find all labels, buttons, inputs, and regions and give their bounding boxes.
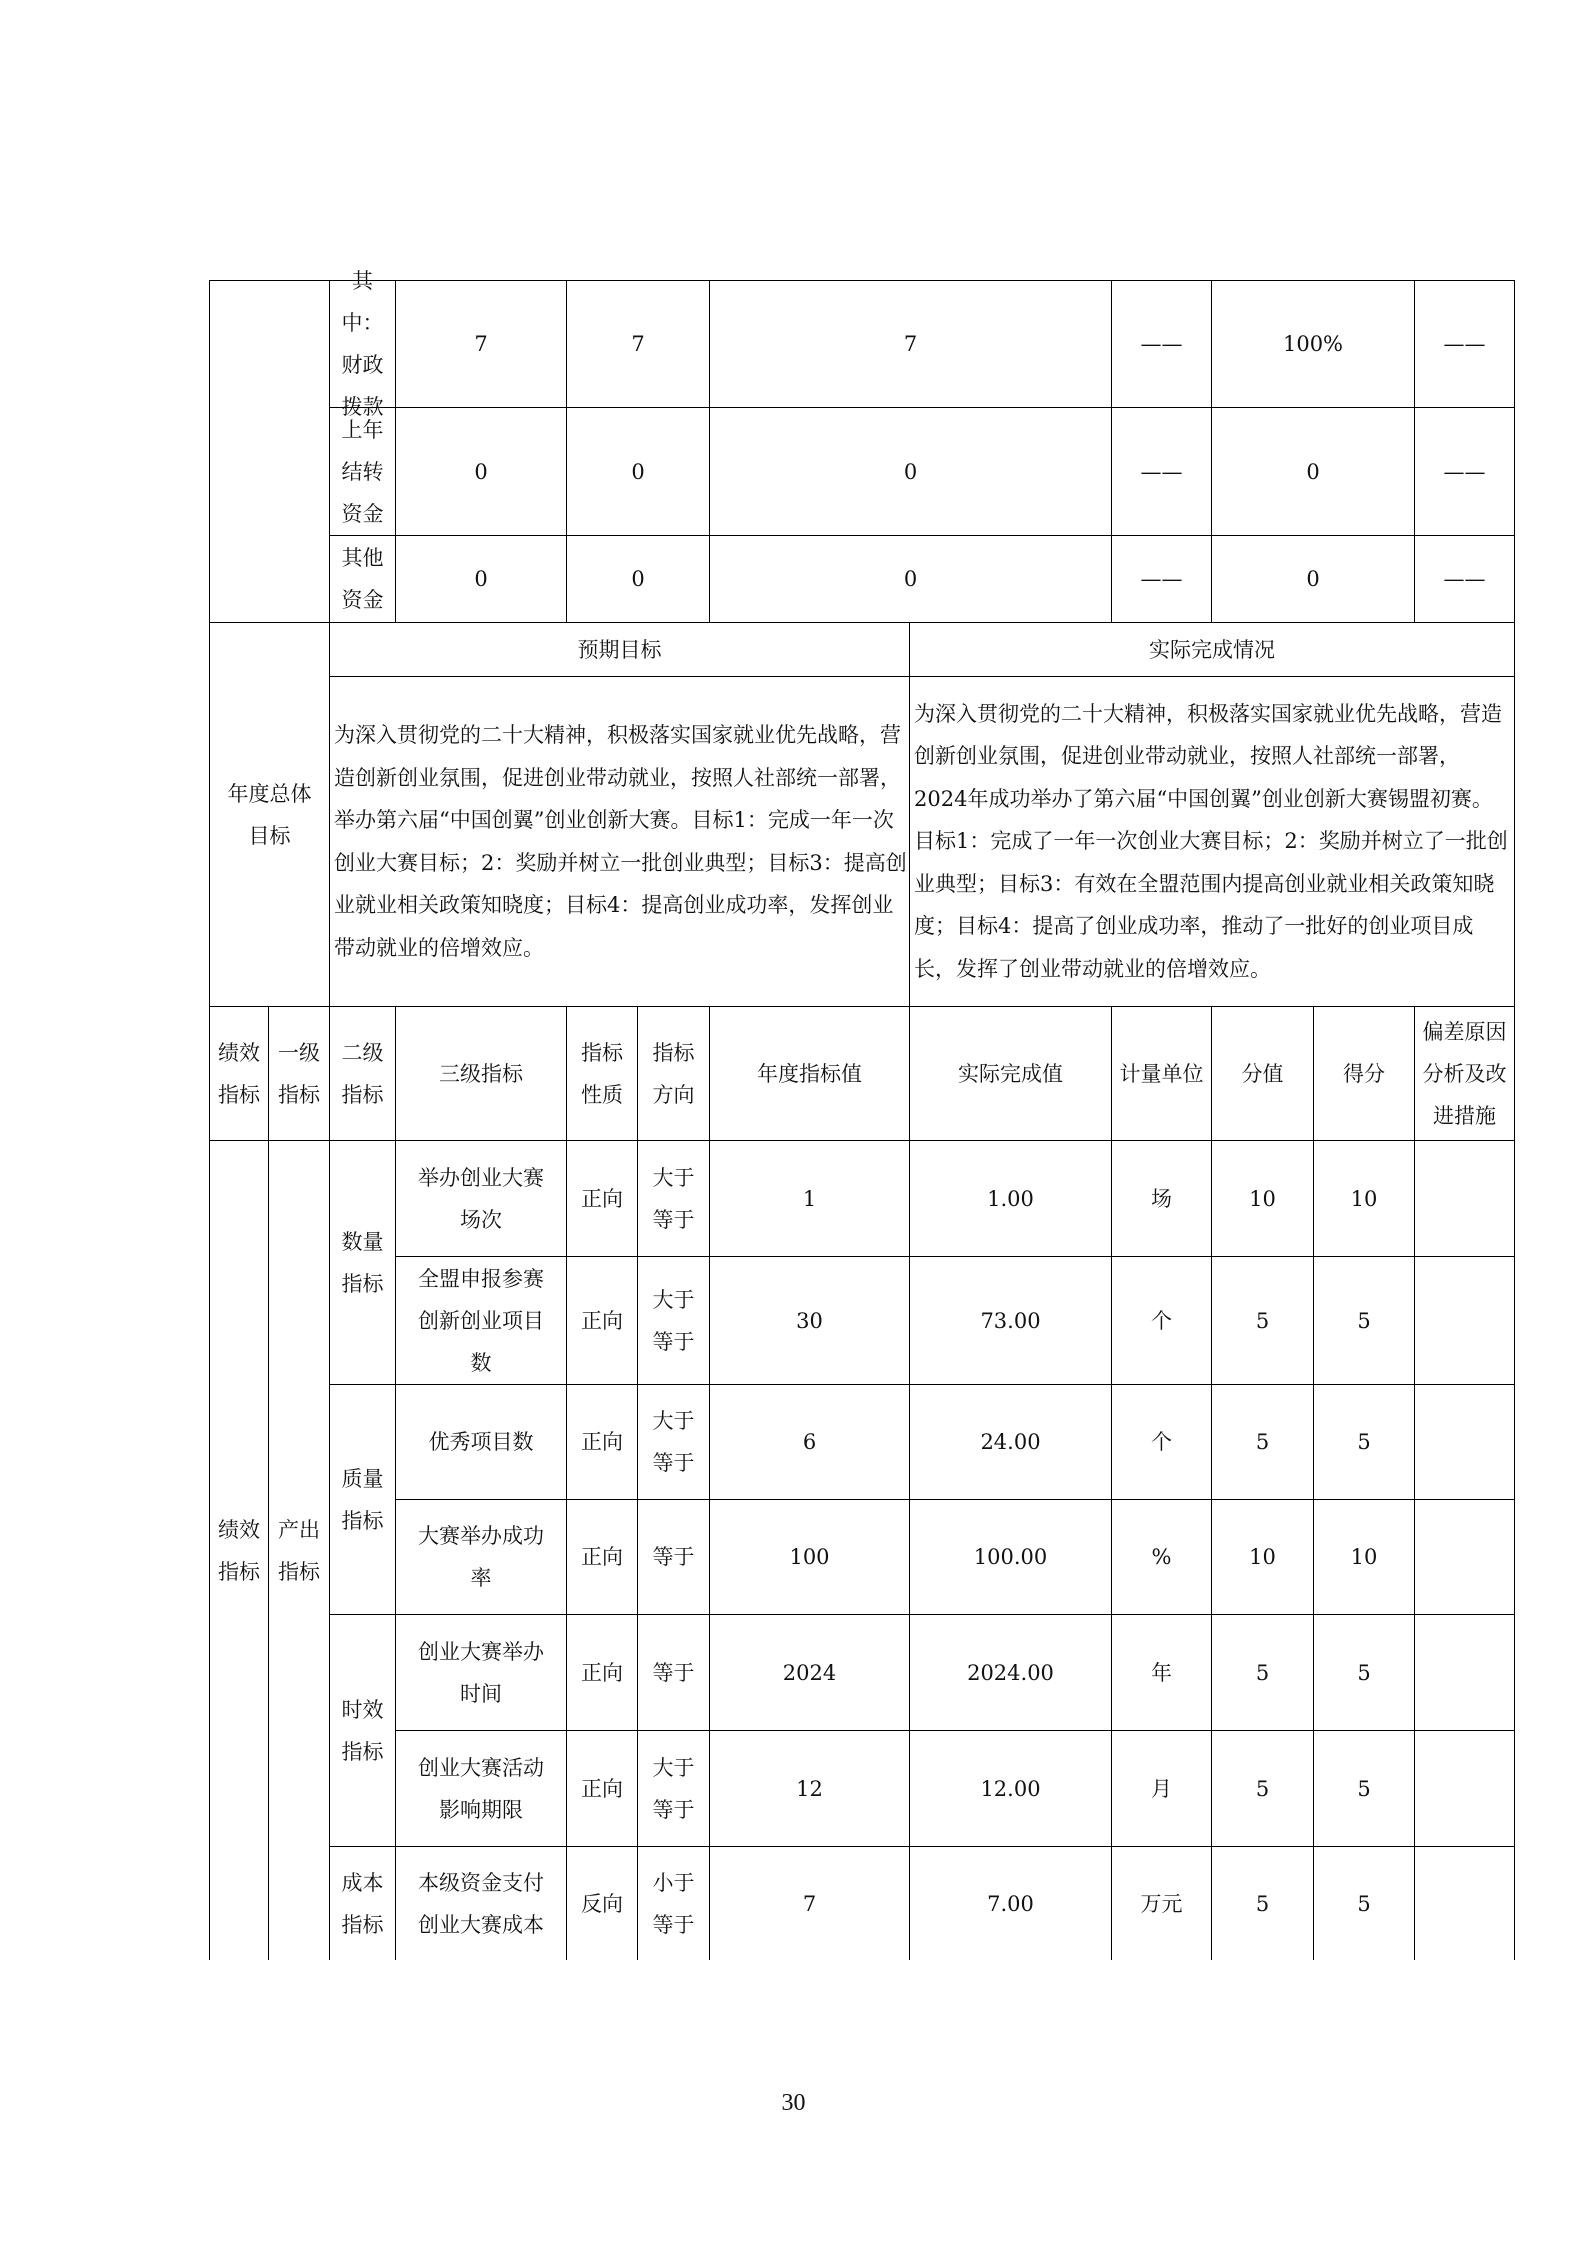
indicator-header-11: [1414, 1006, 1515, 1141]
indicator-direction: [637, 1614, 710, 1731]
indicator-nature: [566, 1846, 638, 1960]
indicator-weight: [1211, 1140, 1314, 1257]
indicator-score: [1313, 1846, 1415, 1960]
indicator-target: [709, 1614, 910, 1731]
indicator-score-text: 5: [1357, 1776, 1371, 1801]
indicator-actual: [909, 1730, 1112, 1847]
group-label-text: 数量指标: [341, 1229, 384, 1296]
indicator-header-6: [709, 1006, 910, 1141]
indicator-header-11-text: 偏差原因分析及改进措施: [1422, 1019, 1507, 1128]
indicator-name: [395, 1614, 567, 1731]
indicator-score-text: 5: [1357, 1430, 1371, 1454]
indicator-header-9: [1211, 1006, 1314, 1141]
indicator-name: [395, 1256, 567, 1385]
funding-value-text: 0: [903, 459, 918, 484]
indicator-name-text: 创业大赛活动影响期限: [418, 1755, 544, 1822]
indicator-score: [1313, 1614, 1415, 1731]
funding-value: [395, 407, 567, 536]
indicator-actual: [909, 1256, 1112, 1385]
indicator-header-2-text: 二级指标: [341, 1040, 384, 1107]
funding-rate: [1211, 280, 1415, 408]
funding-value-text: 7: [474, 332, 488, 356]
indicator-direction-text: 等于: [652, 1545, 695, 1569]
group-label-text: 时效指标: [341, 1697, 384, 1764]
indicator-deviation: [1414, 1140, 1515, 1257]
expected-goal-header-text: 预期目标: [577, 637, 662, 662]
indicator-header-4: [566, 1006, 638, 1141]
indicator-target: [709, 1256, 910, 1385]
indicator-name: [395, 1499, 567, 1615]
indicator-unit: [1111, 1499, 1212, 1615]
indicator-nature-text: 正向: [581, 1545, 623, 1569]
indicator-direction: [637, 1730, 710, 1847]
funding-dash: [1111, 280, 1212, 408]
indicator-unit-text: %: [1151, 1545, 1172, 1569]
indicator-score-text: 5: [1357, 1660, 1371, 1685]
indicator-direction-text: 大于等于: [652, 1755, 695, 1822]
indicator-deviation: [1414, 1614, 1515, 1731]
indicator-header-0: [209, 1006, 269, 1141]
group-label-text: 质量指标: [341, 1466, 384, 1533]
indicator-header-10-text: 得分: [1343, 1061, 1385, 1086]
funding-value: [395, 535, 567, 623]
indicator-name-text: 本级资金支付创业大赛成本: [418, 1870, 544, 1937]
indicator-header-4-text: 指标性质: [581, 1040, 623, 1107]
funding-value: [566, 535, 710, 623]
actual-completion-text: [909, 676, 1515, 1007]
indicator-actual-text: 12.00: [980, 1776, 1041, 1801]
funding-value-text: 7: [903, 332, 918, 356]
funding-value: [395, 280, 567, 408]
indicator-direction-text: 大于等于: [652, 1165, 695, 1232]
funding-row-label-text: 其他资金: [341, 546, 384, 612]
indicator-target-text: 12: [796, 1776, 823, 1801]
indicator-deviation: [1414, 1384, 1515, 1500]
indicator-header-6-text: 年度指标值: [757, 1061, 862, 1086]
indicator-nature-text: 正向: [581, 1308, 623, 1333]
indicator-actual-text: 73.00: [980, 1308, 1041, 1333]
indicator-unit: [1111, 1140, 1212, 1257]
indicator-header-1-text: 一级指标: [278, 1040, 320, 1107]
indicator-unit: [1111, 1846, 1212, 1960]
funding-row-label: [329, 535, 396, 623]
indicator-name-text: 举办创业大赛场次: [418, 1165, 544, 1232]
funding-dash-text: ——: [1443, 332, 1486, 356]
indicator-header-5: [637, 1006, 710, 1141]
group-label: [329, 1614, 396, 1847]
indicator-nature: [566, 1614, 638, 1731]
indicator-name-text: 创业大赛举办时间: [418, 1639, 544, 1706]
indicator-nature: [566, 1384, 638, 1500]
funding-rate: [1211, 535, 1415, 623]
indicator-target: [709, 1140, 910, 1257]
actual-completion-header: [909, 622, 1515, 677]
indicator-weight-text: 5: [1255, 1776, 1270, 1801]
indicator-name: [395, 1730, 567, 1847]
indicator-actual-text: 100.00: [973, 1545, 1048, 1569]
indicator-header-7-text: 实际完成值: [958, 1061, 1063, 1086]
indicator-direction: [637, 1256, 710, 1385]
funding-rate: [1211, 407, 1415, 536]
indicator-target-text: 6: [802, 1430, 817, 1454]
level1-cell: [209, 1140, 269, 1960]
indicator-score-text: 5: [1357, 1891, 1371, 1916]
funding-dash-text: ——: [1443, 459, 1486, 484]
funding-blank-cell: [209, 280, 330, 623]
indicator-target-text: 100: [789, 1545, 830, 1569]
actual-completion-text-text: 为深入贯彻党的二十大精神，积极落实国家就业优先战略，营造创新创业氛围，促进创业带动就业，按照人社部统一部署，2024年成功举办了第六届“中国创翼”创业创新大赛锡盟初赛。目标1：完成了一年一次创业大赛目标；2：奖励并树立了一批创业典型；目标3：有效在全盟范围内提高创业就业相关政策知晓度；目标4：提高了创业成功率，推动了一批好的创业项目成长，发挥了创业带动就业的倍增效应。: [914, 701, 1508, 981]
funding-row-label-text: 上年结转资金: [341, 417, 384, 526]
funding-dash-text: ——: [1443, 567, 1486, 591]
indicator-nature: [566, 1140, 638, 1257]
funding-row-label: [329, 269, 396, 419]
annual-goal-label-text: 年度总体目标: [227, 781, 312, 848]
indicator-header-0-text: 绩效指标: [218, 1040, 260, 1107]
indicator-score-text: 5: [1357, 1308, 1371, 1333]
indicator-score: [1313, 1730, 1415, 1847]
funding-value: [566, 280, 710, 408]
indicator-unit: [1111, 1614, 1212, 1731]
funding-value: [709, 535, 1112, 623]
indicator-weight-text: 5: [1255, 1308, 1270, 1333]
indicator-direction-text: 大于等于: [652, 1287, 695, 1354]
indicator-nature-text: 正向: [581, 1186, 623, 1211]
indicator-direction-text: 等于: [652, 1660, 695, 1685]
indicator-direction: [637, 1499, 710, 1615]
funding-value-text: 0: [474, 567, 488, 591]
indicator-target-text: 30: [796, 1308, 823, 1333]
expected-goal-text-text: 为深入贯彻党的二十大精神，积极落实国家就业优先战略，营造创新创业氛围，促进创业带动就业，按照人社部统一部署，举办第六届“中国创翼”创业创新大赛。目标1：完成一年一次创业大赛目标；2：奖励并树立一批创业典型；目标3：提高创业就业相关政策知晓度；目标4：提高创业成功率，发挥创业带动就业的倍增效应。: [334, 723, 907, 960]
page-number: 30: [781, 2090, 806, 2116]
expected-goal-text: [329, 676, 910, 1007]
funding-rate-text: 100%: [1282, 332, 1344, 356]
funding-value-text: 0: [903, 567, 918, 591]
funding-dash: [1111, 407, 1212, 536]
level2-cell: [268, 1140, 330, 1960]
funding-value: [709, 280, 1112, 408]
indicator-name-text: 大赛举办成功率: [418, 1524, 544, 1590]
group-label-text: 成本指标: [341, 1870, 384, 1937]
indicator-direction-text: 大于等于: [652, 1409, 695, 1475]
indicator-actual: [909, 1499, 1112, 1615]
group-label: [329, 1846, 396, 1960]
indicator-name: [395, 1384, 567, 1500]
funding-dash: [1414, 407, 1515, 536]
indicator-actual: [909, 1846, 1112, 1960]
indicator-unit-text: 个: [1151, 1430, 1172, 1454]
level1-cell-text: 绩效指标: [218, 1517, 260, 1584]
funding-dash-text: ——: [1140, 332, 1183, 356]
indicator-target: [709, 1384, 910, 1500]
indicator-target: [709, 1846, 910, 1960]
indicator-nature-text: 反向: [581, 1891, 623, 1916]
expected-goal-header: [329, 622, 910, 677]
group-label: [329, 1384, 396, 1615]
indicator-header-5-text: 指标方向: [652, 1040, 695, 1107]
indicator-actual-text: 24.00: [980, 1430, 1041, 1454]
indicator-weight: [1211, 1846, 1314, 1960]
indicator-target-text: 2024: [782, 1660, 837, 1685]
indicator-nature: [566, 1256, 638, 1385]
indicator-weight: [1211, 1614, 1314, 1731]
annual-goal-label: [209, 622, 330, 1007]
funding-value-text: 0: [631, 567, 645, 591]
indicator-actual: [909, 1384, 1112, 1500]
indicator-nature-text: 正向: [581, 1430, 623, 1454]
indicator-target-text: 1: [802, 1186, 817, 1211]
indicator-target: [709, 1499, 910, 1615]
indicator-name: [395, 1140, 567, 1257]
indicator-header-8: [1111, 1006, 1212, 1141]
funding-value-text: 7: [631, 332, 645, 356]
funding-dash-text: ——: [1140, 567, 1183, 591]
indicator-unit-text: 场: [1151, 1186, 1172, 1211]
funding-value: [709, 407, 1112, 536]
indicator-nature-text: 正向: [581, 1660, 623, 1685]
funding-value: [566, 407, 710, 536]
indicator-unit: [1111, 1256, 1212, 1385]
indicator-unit-text: 月: [1151, 1776, 1172, 1801]
indicator-weight-text: 10: [1249, 1186, 1276, 1211]
indicator-nature: [566, 1730, 638, 1847]
indicator-header-9-text: 分值: [1241, 1061, 1284, 1086]
indicator-deviation: [1414, 1256, 1515, 1385]
indicator-nature: [566, 1499, 638, 1615]
indicator-weight: [1211, 1730, 1314, 1847]
indicator-weight-text: 5: [1255, 1891, 1270, 1916]
funding-dash-text: ——: [1140, 459, 1183, 484]
funding-value-text: 0: [631, 459, 645, 484]
indicator-header-3-text: 三级指标: [439, 1061, 523, 1086]
funding-value-text: 0: [474, 459, 488, 484]
indicator-header-2: [329, 1006, 396, 1141]
funding-dash: [1414, 280, 1515, 408]
indicator-deviation: [1414, 1846, 1515, 1960]
indicator-weight-text: 5: [1255, 1660, 1270, 1685]
indicator-header-3: [395, 1006, 567, 1141]
indicator-deviation: [1414, 1499, 1515, 1615]
indicator-actual-text: 1.00: [987, 1186, 1034, 1211]
indicator-weight: [1211, 1384, 1314, 1500]
indicator-weight-text: 10: [1249, 1545, 1276, 1569]
indicator-actual-text: 2024.00: [967, 1660, 1054, 1685]
funding-row-label: [329, 407, 396, 536]
actual-completion-header-text: 实际完成情况: [1149, 637, 1275, 662]
funding-rate-text: 0: [1306, 459, 1320, 484]
indicator-unit-text: 个: [1151, 1308, 1172, 1333]
indicator-unit-text: 年: [1151, 1660, 1172, 1685]
indicator-direction: [637, 1140, 710, 1257]
indicator-actual-text: 7.00: [987, 1891, 1034, 1916]
indicator-header-8-text: 计量单位: [1119, 1061, 1204, 1086]
indicator-target: [709, 1730, 910, 1847]
funding-dash: [1414, 535, 1515, 623]
indicator-score: [1313, 1384, 1415, 1500]
indicator-actual: [909, 1614, 1112, 1731]
indicator-target-text: 7: [802, 1891, 817, 1916]
indicator-weight: [1211, 1256, 1314, 1385]
indicator-score-text: 10: [1350, 1186, 1378, 1211]
indicator-score: [1313, 1256, 1415, 1385]
indicator-unit: [1111, 1384, 1212, 1500]
funding-dash: [1111, 535, 1212, 623]
indicator-actual: [909, 1140, 1112, 1257]
indicator-name-text: 优秀项目数: [428, 1430, 534, 1454]
funding-row-label-text: 其中：财政拨款: [341, 269, 384, 419]
indicator-score: [1313, 1140, 1415, 1257]
indicator-header-7: [909, 1006, 1112, 1141]
indicator-header-10: [1313, 1006, 1415, 1141]
indicator-header-1: [268, 1006, 330, 1141]
group-label: [329, 1140, 396, 1385]
indicator-direction-text: 小于等于: [652, 1870, 695, 1937]
indicator-weight: [1211, 1499, 1314, 1615]
indicator-nature-text: 正向: [581, 1776, 623, 1801]
funding-rate-text: 0: [1306, 567, 1320, 591]
indicator-name-text: 全盟申报参赛创新创业项目数: [418, 1266, 544, 1375]
indicator-score-text: 10: [1350, 1545, 1378, 1569]
indicator-deviation: [1414, 1730, 1515, 1847]
indicator-weight-text: 5: [1255, 1430, 1270, 1454]
indicator-unit-text: 万元: [1140, 1891, 1183, 1916]
indicator-unit: [1111, 1730, 1212, 1847]
indicator-direction: [637, 1846, 710, 1960]
level2-cell-text: 产出指标: [278, 1517, 320, 1584]
indicator-direction: [637, 1384, 710, 1500]
indicator-score: [1313, 1499, 1415, 1615]
indicator-name: [395, 1846, 567, 1960]
